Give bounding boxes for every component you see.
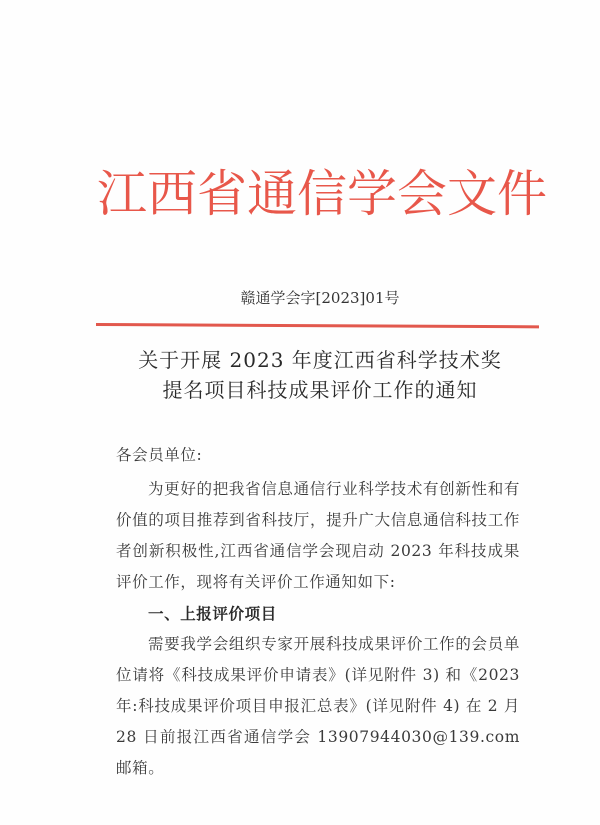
document-number: 赣通学会字[2023]01号 (240, 289, 400, 307)
intro-paragraph: 为更好的把我省信息通信行业科学技术有创新性和有价值的项目推荐到省科技厅，提升广大信息通信科技工作者创新积极性,江西省通信学会现启动 2023 年科技成果评价工作，现将有关评价工作通知如下: (116, 480, 520, 591)
section-1-paragraph: 需要我学会组织专家开展科技成果评价工作的会员单位请将《科技成果评价申请表》(详见附件 3) 和《2023 年:科技成果评价项目申报汇总表》(详见附件 4) 在 2 月 28 日前报江西省通信学会 13907944030@139.com 邮箱。 (116, 635, 520, 777)
notice-title-line-1: 关于开展 2023 年度江西省科学技术奖 (138, 348, 502, 372)
issuing-authority-header: 江西省通信学会文件 (97, 165, 547, 223)
salutation: 各会员单位: (116, 446, 203, 464)
red-divider-rule (96, 323, 539, 328)
notice-title-line-2: 提名项目科技成果评价工作的通知 (162, 378, 478, 402)
section-heading-1: 一、上报评价项目 (148, 604, 277, 623)
document-body (116, 440, 520, 784)
notice-title (100, 345, 540, 405)
